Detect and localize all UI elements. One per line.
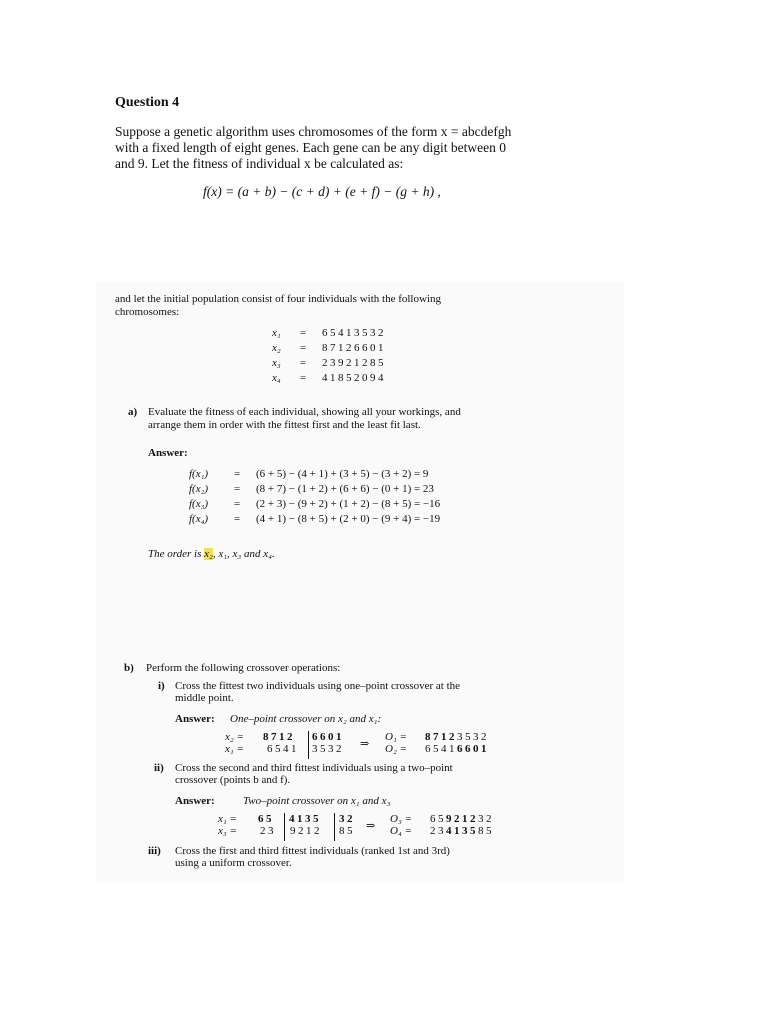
one-point-crossover-block (225, 731, 525, 761)
question-title: Question 4 (115, 95, 180, 110)
parent-1-segment-b: 4135 (289, 813, 321, 825)
fitness-row (189, 513, 529, 528)
parent-2-segment-c: 85 (339, 825, 355, 837)
crossover-divider-b (284, 813, 285, 841)
crossover-divider (308, 731, 309, 759)
part-a-label: a) (128, 406, 138, 418)
population-intro-line-1: and let the initial population consist of four individuals with the following (115, 293, 441, 305)
offspring-2-rest: 6541 (425, 743, 457, 755)
offspring-2-name: O₂ = (385, 743, 407, 755)
arrow-icon: ⇒ (366, 820, 376, 832)
part-b-ii-label: ii) (154, 762, 164, 774)
offspring-4-segment-c: 85 (478, 825, 494, 837)
fitness-lhs: f(x₃) (189, 498, 209, 510)
part-b-i-answer-text: One–point crossover on x₂ and x₁: (230, 713, 382, 725)
offspring-3-name: O₃ = (390, 813, 412, 825)
individual-name: x₁ (272, 327, 281, 339)
fitness-row (189, 468, 529, 483)
equals-sign: = (234, 468, 241, 480)
fitness-table (189, 468, 529, 528)
chromosome-value: 87126601 (322, 342, 386, 354)
fitness-lhs: f(x₂) (189, 483, 209, 495)
parent-2-segment-b: 9212 (290, 825, 322, 837)
intro-line-3: and 9. Let the fitness of individual x be calculated as: (115, 156, 404, 171)
fitness-row (189, 498, 529, 513)
population-intro-line-2: chromosomes: (115, 306, 180, 318)
intro-line-1: Suppose a genetic algorithm uses chromosomes of the form x = abcdefgh (115, 124, 512, 139)
part-b-i-line-1: Cross the fittest two individuals using one–point crossover at the (175, 680, 461, 692)
offspring-1-bold: 8712 (425, 731, 457, 743)
fitness-order (148, 548, 275, 560)
chromosome-value: 41852094 (322, 372, 386, 384)
chromosome-value: 65413532 (322, 327, 386, 339)
fitness-formula: f(x) = (a + b) − (c + d) + (e + f) − (g + h) , (203, 184, 441, 199)
offspring-4-name: O₄ = (390, 825, 412, 837)
part-b-ii-answer-text: Two–point crossover on x₁ and x₃ (243, 795, 391, 807)
part-b-iii-label: iii) (148, 845, 161, 857)
offspring-4-segment-b: 4135 (446, 825, 478, 837)
intro-line-2: with a fixed length of eight genes. Each gene can be any digit between 0 (115, 140, 506, 155)
parent-1-name: x₂ = (225, 731, 244, 743)
fitness-rhs: (2 + 3) − (9 + 2) + (1 + 2) − (8 + 5) = −16 (256, 498, 441, 510)
offspring-1-name: O₁ = (385, 731, 407, 743)
parent-2-segment-a: 23 (260, 825, 276, 837)
offspring-1-rest: 3532 (457, 731, 489, 743)
offspring-3-segment-c: 32 (478, 813, 494, 825)
parent-2-name: x₃ = (218, 825, 237, 837)
population-intro (115, 293, 565, 319)
fitness-lhs: f(x₄) (189, 513, 209, 525)
part-b-iii-question (175, 845, 575, 869)
equals-sign: = (300, 327, 307, 339)
individual-name: x₂ (272, 342, 281, 354)
part-b-ii-question (175, 762, 575, 786)
part-b-i-label: i) (158, 680, 165, 692)
part-b-iii-line-1: Cross the first and third fittest individuals (ranked 1st and 3rd) (175, 845, 450, 857)
offspring-3-segment-a: 65 (430, 813, 446, 825)
part-b-i-line-2: middle point. (175, 692, 234, 704)
part-a-question (148, 406, 568, 432)
parent-2-right: 3532 (312, 743, 344, 755)
parent-1-segment-a: 65 (258, 813, 274, 825)
individual-name: x₃ (272, 357, 281, 369)
offspring-3-value (430, 813, 494, 825)
part-b-ii-answer-label: Answer: (175, 795, 215, 807)
part-b-iii-line-2: using a uniform crossover. (175, 857, 292, 869)
fitness-rhs: (6 + 5) − (4 + 1) + (3 + 5) − (3 + 2) = 9 (256, 468, 429, 480)
two-point-crossover-block (218, 813, 518, 843)
equals-sign: = (300, 372, 307, 384)
offspring-3-segment-b: 9212 (446, 813, 478, 825)
individual-name: x₄ (272, 372, 281, 384)
equals-sign: = (300, 357, 307, 369)
arrow-icon: ⇒ (360, 738, 370, 750)
equals-sign: = (234, 498, 241, 510)
offspring-2-value (425, 743, 489, 755)
fitness-lhs: f(x₁) (189, 468, 209, 480)
offspring-2-bold: 6601 (457, 743, 489, 755)
order-first-highlighted: x₂ (204, 548, 213, 560)
parent-1-segment-c: 32 (339, 813, 355, 825)
part-a-line-1: Evaluate the fitness of each individual, showing all your workings, and (148, 406, 461, 418)
order-prefix: The order is (148, 548, 205, 560)
part-b-i-question (175, 680, 575, 704)
parent-1-left: 8712 (263, 731, 295, 743)
equals-sign: = (234, 513, 241, 525)
part-a-line-2: arrange them in order with the fittest first and the least fit last. (148, 419, 421, 431)
parent-2-name: x₁ = (225, 743, 244, 755)
order-rest: , x₁, x₃ and x₄. (212, 548, 275, 560)
part-b-i-answer-label: Answer: (175, 713, 215, 725)
fitness-rhs: (4 + 1) − (8 + 5) + (2 + 0) − (9 + 4) = −19 (256, 513, 441, 525)
part-b-ii-line-1: Cross the second and third fittest individuals using a two–point (175, 762, 453, 774)
offspring-4-segment-a: 23 (430, 825, 446, 837)
part-b-label: b) (124, 662, 134, 674)
crossover-divider-f (334, 813, 335, 841)
parent-2-left: 6541 (267, 743, 299, 755)
chromosome-value: 23921285 (322, 357, 386, 369)
part-b-ii-line-2: crossover (points b and f). (175, 774, 291, 786)
part-a-answer-label: Answer: (148, 447, 188, 459)
part-b-question: Perform the following crossover operations: (146, 662, 341, 674)
equals-sign: = (234, 483, 241, 495)
fitness-rhs: (8 + 7) − (1 + 2) + (6 + 6) − (0 + 1) = 23 (256, 483, 434, 495)
offspring-1-value (425, 731, 489, 743)
parent-1-right: 6601 (312, 731, 344, 743)
question-intro (115, 124, 595, 172)
parent-1-name: x₁ = (218, 813, 237, 825)
equals-sign: = (300, 342, 307, 354)
fitness-row (189, 483, 529, 498)
offspring-4-value (430, 825, 494, 837)
